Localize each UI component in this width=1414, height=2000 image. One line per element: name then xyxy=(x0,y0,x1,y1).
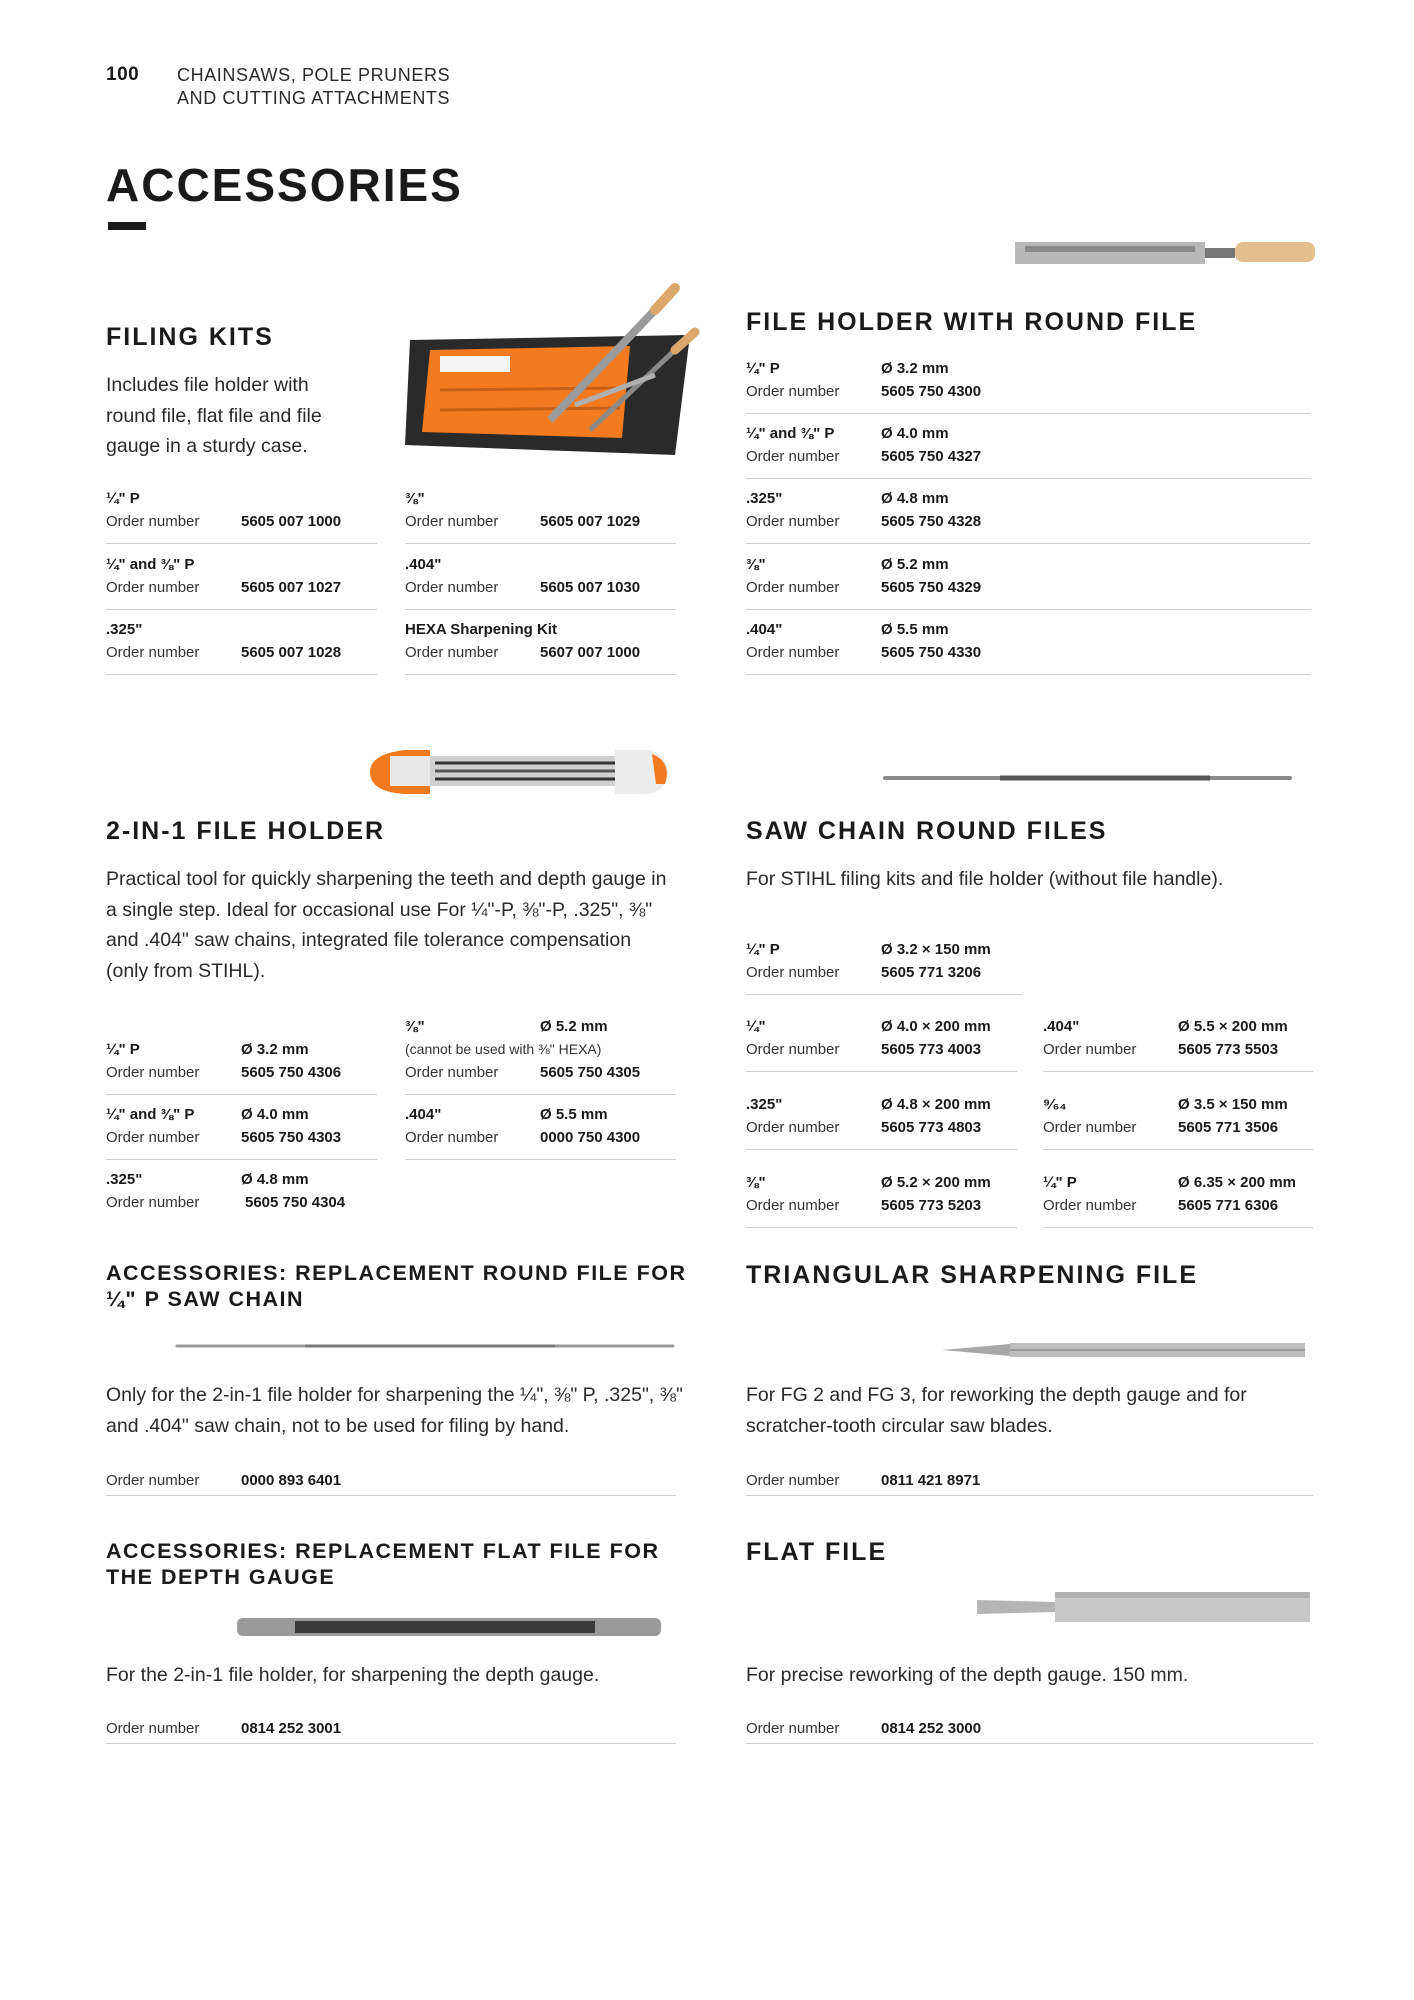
two-in-one-row xyxy=(106,1102,377,1160)
order-number: 5605 771 3506 xyxy=(1178,1119,1279,1136)
replacement-flat-title-line1: ACCESSORIES: REPLACEMENT FLAT FILE FOR xyxy=(106,1539,660,1563)
file-diameter: Ø 4.0 mm xyxy=(241,1106,309,1123)
order-number: 0814 252 3000 xyxy=(881,1720,982,1737)
file-diameter: Ø 3.2 mm xyxy=(241,1041,309,1058)
two-in-one-description: Practical tool for quickly sharpening the teeth and depth gauge in a single step. Ideal for occasional use For ¼"-P, ⅜"-P, .325", ⅜" and .404" saw chains, integrated file tolerance compensation (only from STIHL). xyxy=(106,868,667,982)
order-label: Order number xyxy=(746,1472,840,1489)
file-holder-row xyxy=(746,421,1311,479)
order-label: Order number xyxy=(405,579,499,596)
replacement-flat-file-image xyxy=(235,1612,665,1642)
file-diameter: Ø 5.5 mm xyxy=(540,1106,608,1123)
file-holder-row xyxy=(746,486,1311,544)
order-number: 5605 007 1030 xyxy=(540,579,641,596)
replacement-flat-title-line2: THE DEPTH GAUGE xyxy=(106,1565,336,1589)
chapter-line-2: AND CUTTING ATTACHMENTS xyxy=(177,88,451,108)
page-number: 100 xyxy=(106,64,140,85)
order-number: 5605 773 4003 xyxy=(881,1041,982,1058)
filing-kit-row xyxy=(405,486,676,544)
order-label: Order number xyxy=(1043,1197,1137,1214)
filing-kits-description: Includes file holder with round file, flat file and file gauge in a sturdy case. xyxy=(106,374,322,457)
order-label: Order number xyxy=(106,579,200,596)
round-file-row xyxy=(1043,1092,1313,1150)
order-number: 0814 252 3001 xyxy=(241,1720,342,1737)
two-in-one-row xyxy=(106,1037,377,1095)
filing-kit-image xyxy=(400,280,710,470)
order-number: 5605 750 4330 xyxy=(881,644,982,661)
file-diameter: Ø 3.2 mm xyxy=(881,360,949,377)
round-files-description: For STIHL filing kits and file holder (without file handle). xyxy=(746,868,1224,890)
file-holder-row xyxy=(746,617,1311,675)
chain-pitch: ¼" P xyxy=(746,360,780,377)
flat-file-image xyxy=(975,1588,1315,1626)
triangular-file-image xyxy=(940,1338,1310,1362)
order-number: 5605 750 4327 xyxy=(881,448,982,465)
round-file-row xyxy=(746,1170,1017,1228)
chain-pitch: ⅜" xyxy=(405,1018,425,1035)
replacement-round-order-row xyxy=(106,1472,676,1496)
order-number: 5605 773 5203 xyxy=(881,1197,982,1214)
two-in-one-row xyxy=(405,1014,676,1095)
order-number: 5605 750 4306 xyxy=(241,1064,342,1081)
order-number: 0000 750 4300 xyxy=(540,1129,641,1146)
order-label: Order number xyxy=(405,1064,499,1081)
kit-size: HEXA Sharpening Kit xyxy=(405,621,557,638)
kit-size: ⅜" xyxy=(405,490,425,507)
order-number: 5605 007 1029 xyxy=(540,513,641,530)
order-number: 5605 007 1027 xyxy=(241,579,342,596)
order-number: 5605 750 4300 xyxy=(881,383,982,400)
order-number: 5605 750 4305 xyxy=(540,1064,641,1081)
round-file-row xyxy=(746,1014,1017,1072)
title-underline xyxy=(108,222,146,230)
file-diameter: Ø 4.8 mm xyxy=(881,490,949,507)
order-label: Order number xyxy=(746,1119,840,1136)
order-label: Order number xyxy=(106,1194,200,1211)
file-size: Ø 4.0 × 200 mm xyxy=(881,1018,991,1035)
kit-size: ¼" P xyxy=(106,490,140,507)
replacement-round-title xyxy=(106,1260,687,1312)
file-diameter: Ø 5.2 mm xyxy=(881,556,949,573)
file-diameter: Ø 5.2 mm xyxy=(540,1018,608,1035)
order-number: 5607 007 1000 xyxy=(540,644,641,661)
chain-pitch: ¼" and ⅜" P xyxy=(106,1106,195,1123)
filing-kit-row xyxy=(106,486,377,544)
kit-size: .325" xyxy=(106,621,143,638)
order-label: Order number xyxy=(746,383,840,400)
order-number: 5605 773 4803 xyxy=(881,1119,982,1136)
file-size: Ø 4.8 × 200 mm xyxy=(881,1096,991,1113)
order-label: Order number xyxy=(1043,1119,1137,1136)
chain-pitch: ⅜" xyxy=(746,556,766,573)
file-holder-title: FILE HOLDER WITH ROUND FILE xyxy=(746,308,1198,336)
replacement-round-title-line2: ¼" P SAW CHAIN xyxy=(106,1287,305,1311)
file-size: Ø 3.5 × 150 mm xyxy=(1178,1096,1288,1113)
compatibility-note: (cannot be used with ⅜" HEXA) xyxy=(405,1041,602,1057)
chain-pitch: .404" xyxy=(1043,1018,1080,1035)
chain-pitch: ⁹⁄₆₄ xyxy=(1043,1096,1067,1113)
replacement-flat-order-row xyxy=(106,1720,676,1744)
flat-file-order-row xyxy=(746,1720,1313,1744)
chain-pitch: .325" xyxy=(746,1096,783,1113)
order-label: Order number xyxy=(1043,1041,1137,1058)
order-number: 0811 421 8971 xyxy=(881,1472,981,1489)
order-number: 5605 771 3206 xyxy=(881,964,982,981)
chapter-line-1: CHAINSAWS, POLE PRUNERS xyxy=(177,65,451,85)
chain-pitch: .404" xyxy=(746,621,783,638)
chain-pitch: ¼" P xyxy=(1043,1174,1077,1191)
file-holder-row xyxy=(746,552,1311,610)
chain-pitch: ¼" P xyxy=(746,941,780,958)
replacement-flat-description: For the 2-in-1 file holder, for sharpening the depth gauge. xyxy=(106,1664,600,1686)
chain-pitch: ¼" and ⅜" P xyxy=(746,425,835,442)
file-size: Ø 5.2 × 200 mm xyxy=(881,1174,991,1191)
file-size: Ø 3.2 × 150 mm xyxy=(881,941,991,958)
chain-pitch: .325" xyxy=(106,1171,143,1188)
order-label: Order number xyxy=(746,1720,840,1737)
order-label: Order number xyxy=(106,1064,200,1081)
order-label: Order number xyxy=(106,513,200,530)
kit-size: ¼" and ⅜" P xyxy=(106,556,195,573)
order-label: Order number xyxy=(106,1720,200,1737)
order-number: 5605 773 5503 xyxy=(1178,1041,1279,1058)
order-number: 0000 893 6401 xyxy=(241,1472,342,1489)
filing-kit-row xyxy=(106,617,377,675)
chain-pitch: .325" xyxy=(746,490,783,507)
order-label: Order number xyxy=(746,448,840,465)
order-label: Order number xyxy=(746,579,840,596)
kit-size: .404" xyxy=(405,556,442,573)
order-label: Order number xyxy=(405,644,499,661)
replacement-round-title-line1: ACCESSORIES: REPLACEMENT ROUND FILE FOR xyxy=(106,1261,687,1285)
filing-kits-title: FILING KITS xyxy=(106,323,274,351)
chain-pitch: .404" xyxy=(405,1106,442,1123)
round-file-row xyxy=(1043,1014,1313,1072)
chain-pitch: ¼" P xyxy=(106,1041,140,1058)
round-file-image xyxy=(880,768,1300,788)
replacement-flat-title xyxy=(106,1538,660,1590)
two-in-one-row xyxy=(405,1102,676,1160)
file-size: Ø 5.5 × 200 mm xyxy=(1178,1018,1288,1035)
chain-pitch: ¼" xyxy=(746,1018,766,1035)
order-number: 5605 750 4303 xyxy=(241,1129,342,1146)
two-in-one-image xyxy=(360,732,680,812)
order-number: 5605 750 4329 xyxy=(881,579,982,596)
triangular-order-row xyxy=(746,1472,1313,1496)
file-diameter: Ø 5.5 mm xyxy=(881,621,949,638)
flat-file-title: FLAT FILE xyxy=(746,1538,888,1566)
order-number: 5605 750 4328 xyxy=(881,513,982,530)
round-file-row xyxy=(746,1092,1017,1150)
file-size: Ø 6.35 × 200 mm xyxy=(1178,1174,1296,1191)
file-holder-image xyxy=(1010,228,1320,278)
triangular-title: TRIANGULAR SHARPENING FILE xyxy=(746,1261,1198,1289)
chain-pitch: ⅜" xyxy=(746,1174,766,1191)
order-label: Order number xyxy=(746,644,840,661)
two-in-one-row xyxy=(106,1167,377,1225)
two-in-one-title: 2-IN-1 FILE HOLDER xyxy=(106,817,386,845)
order-label: Order number xyxy=(405,513,499,530)
replacement-round-file-image xyxy=(175,1340,675,1352)
file-holder-row xyxy=(746,356,1311,414)
order-label: Order number xyxy=(746,1041,840,1058)
filing-kit-row xyxy=(405,617,676,675)
replacement-round-description: Only for the 2-in-1 file holder for sharpening the ¼", ⅜" P, .325", ⅜" and .404" saw chain, not to be used for filing by hand. xyxy=(106,1384,683,1437)
order-number: 5605 007 1028 xyxy=(241,644,342,661)
order-number: 5605 771 6306 xyxy=(1178,1197,1279,1214)
chapter-heading xyxy=(177,64,450,110)
page-title: ACCESSORIES xyxy=(106,159,463,211)
order-label: Order number xyxy=(106,644,200,661)
filing-kit-row xyxy=(106,552,377,610)
filing-kit-row xyxy=(405,552,676,610)
file-diameter: Ø 4.8 mm xyxy=(241,1171,309,1188)
order-label: Order number xyxy=(746,964,840,981)
flat-file-description: For precise reworking of the depth gauge. 150 mm. xyxy=(746,1664,1189,1686)
order-label: Order number xyxy=(746,1197,840,1214)
round-file-row xyxy=(1043,1170,1313,1228)
order-label: Order number xyxy=(746,513,840,530)
order-number: 5605 750 4304 xyxy=(245,1194,346,1211)
order-label: Order number xyxy=(405,1129,499,1146)
order-label: Order number xyxy=(106,1472,200,1489)
order-label: Order number xyxy=(106,1129,200,1146)
round-files-title: SAW CHAIN ROUND FILES xyxy=(746,817,1108,845)
order-number: 5605 007 1000 xyxy=(241,513,342,530)
file-diameter: Ø 4.0 mm xyxy=(881,425,949,442)
round-file-row xyxy=(746,937,1022,995)
triangular-description: For FG 2 and FG 3, for reworking the depth gauge and for scratcher-tooth circular saw blades. xyxy=(746,1384,1247,1437)
